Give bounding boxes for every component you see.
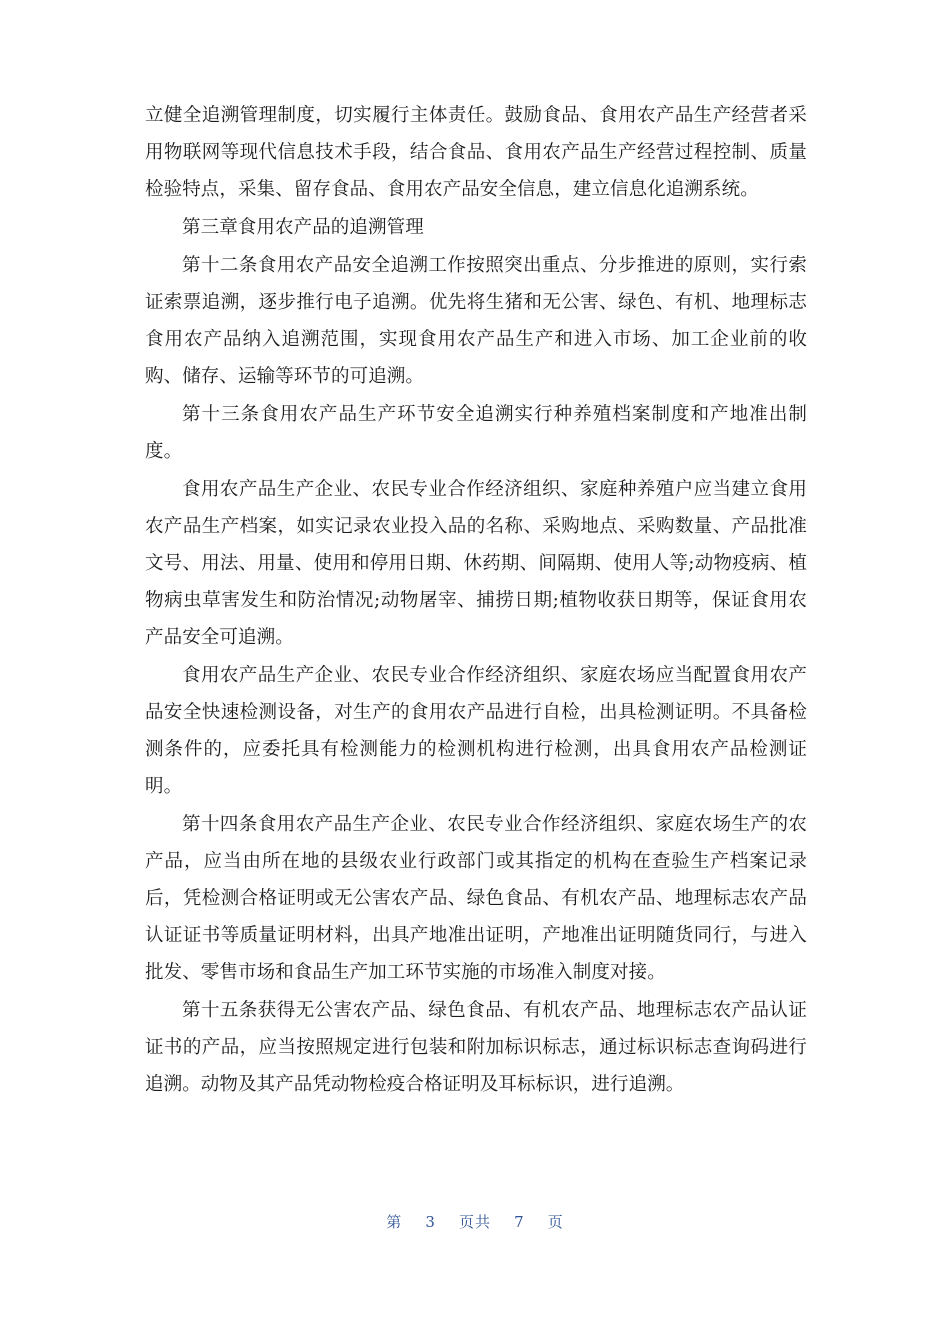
- footer-middle: 页共: [458, 1213, 491, 1231]
- article-12: 第十二条食用农产品安全追溯工作按照突出重点、分步推进的原则，实行索证索票追溯，逐步推行电子追溯。优先将生猪和无公害、绿色、有机、地理标志食用农产品纳入追溯范围，实现食用农产品生产和进入市场、加工企业前的收购、储存、运输等环节的可追溯。: [145, 255, 807, 387]
- article-15: 第十五条获得无公害农产品、绿色食品、有机农产品、地理标志农产品认证证书的产品，应当按照规定进行包装和附加标识标志，通过标识标志查询码进行追溯。动物及其产品凭动物检疫合格证明及耳标标识，进行追溯。: [145, 1000, 807, 1095]
- paragraph-1: 立健全追溯管理制度，切实履行主体责任。鼓励食品、食用农产品生产经营者采用物联网等现代信息技术手段，结合食品、食用农产品生产经营过程控制、质量检验特点，采集、留存食品、食用农产品安全信息，建立信息化追溯系统。: [145, 105, 807, 200]
- current-page-number: 3: [425, 1213, 436, 1231]
- document-body: [145, 97, 807, 1104]
- total-pages-number: 7: [514, 1213, 525, 1231]
- article-14: 第十四条食用农产品生产企业、农民专业合作经济组织、家庭农场生产的农产品，应当由所在地的县级农业行政部门或其指定的机构在查验生产档案记录后，凭检测合格证明或无公害农产品、绿色食品、有机农产品、地理标志农产品认证证书等质量证明材料，出具产地准出证明，产地准出证明随货同行，与进入批发、零售市场和食品生产加工环节实施的市场准入制度对接。: [145, 814, 807, 983]
- chapter-heading: 第三章食用农产品的追溯管理: [182, 217, 424, 238]
- footer-prefix: 第: [386, 1213, 403, 1231]
- page-footer: [0, 1211, 950, 1232]
- article-13-paragraph-2: 食用农产品生产企业、农民专业合作经济组织、家庭种养殖户应当建立食用农产品生产档案，如实记录农业投入品的名称、采购地点、采购数量、产品批准文号、用法、用量、使用和停用日期、休药期、间隔期、使用人等;动物疫病、植物病虫草害发生和防治情况;动物屠宰、捕捞日期;植物收获日期等，保证食用农产品安全可追溯。: [145, 479, 807, 648]
- footer-suffix: 页: [547, 1213, 564, 1231]
- article-13-paragraph-3: 食用农产品生产企业、农民专业合作经济组织、家庭农场应当配置食用农产品安全快速检测设备，对生产的食用农产品进行自检，出具检测证明。不具备检测条件的，应委托具有检测能力的检测机构进行检测，出具食用农产品检测证明。: [145, 665, 807, 797]
- article-13: 第十三条食用农产品生产环节安全追溯实行种养殖档案制度和产地准出制度。: [145, 404, 807, 462]
